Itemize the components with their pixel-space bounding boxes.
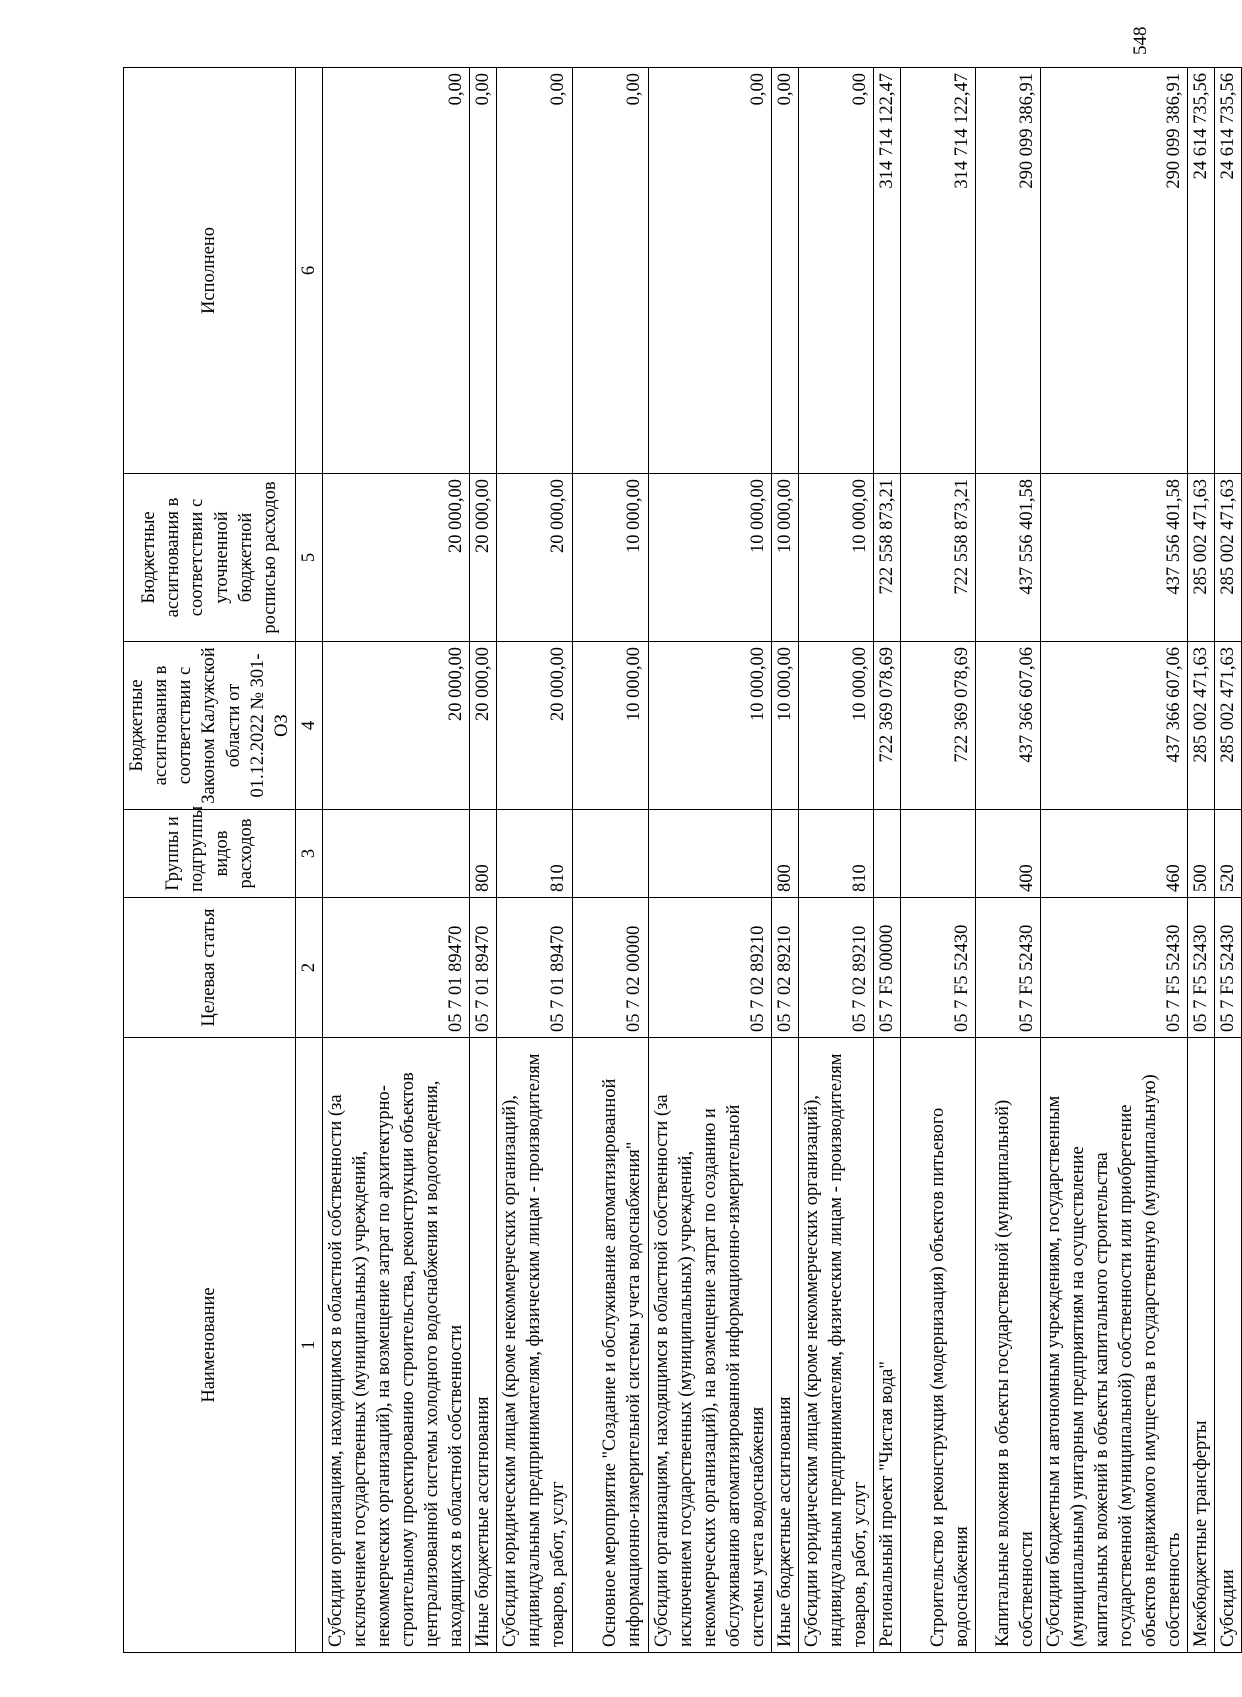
row-target: 05 7 F5 52430 — [900, 898, 975, 1038]
row-budget-amount: 10 000,00 — [798, 474, 873, 642]
col-header-group: Группы и подгруппы видов расходов — [124, 810, 296, 898]
row-budget-amount: 20 000,00 — [323, 474, 470, 642]
row-law-amount: 437 366 607,06 — [975, 642, 1040, 810]
row-group: 500 — [1188, 810, 1215, 898]
row-executed-amount: 0,00 — [323, 68, 470, 474]
row-law-amount: 722 369 078,69 — [873, 642, 900, 810]
row-executed-amount: 0,00 — [648, 68, 771, 474]
row-target: 05 7 01 89470 — [497, 898, 572, 1038]
row-name: Субсидии организациям, находящимся в областной собственности (за исключением государственных (муниципальных) учреждений, некоммерческих организаций), на возмещение затрат по архитектурно-строительному проектированию строительства, реконструкции объектов централизованной системы холодного водоснабжения и водоотведения, находящихся в областной собственности — [323, 1038, 470, 1653]
table-row — [470, 68, 497, 1653]
row-executed-amount: 24 614 735,56 — [1188, 68, 1215, 474]
row-executed-amount: 24 614 735,56 — [1215, 68, 1242, 474]
col-header-law: Бюджетные ассигнования в соответствии с Законом Калужской области от 01.12.2022 № 301-ОЗ — [124, 642, 296, 810]
row-executed-amount: 290 099 386,91 — [975, 68, 1040, 474]
row-name: Иные бюджетные ассигнования — [470, 1038, 497, 1653]
row-target: 05 7 F5 52430 — [1215, 898, 1242, 1038]
table-row — [323, 68, 470, 1653]
row-target: 05 7 02 89210 — [648, 898, 771, 1038]
row-budget-amount: 437 556 401,58 — [975, 474, 1040, 642]
table-row — [497, 68, 572, 1653]
row-group — [900, 810, 975, 898]
row-law-amount: 20 000,00 — [497, 642, 572, 810]
row-law-amount: 285 002 471,63 — [1188, 642, 1215, 810]
row-budget-amount: 10 000,00 — [771, 474, 798, 642]
col-header-budget: Бюджетные ассигнования в соответствии с уточненной бюджетной росписью расходов — [124, 474, 296, 642]
row-name: Субсидии бюджетным и автономным учреждениям, государственным (муниципальным) унитарным предприятиям на осуществление капитальных вложений в объекты капитального строительства государственной (муниципальной) собственности или приобретение объектов недвижимого имущества в государственную (муниципальную) собственность — [1040, 1038, 1187, 1653]
page-number: 548 — [1130, 26, 1151, 55]
row-target: 05 7 F5 52430 — [1040, 898, 1187, 1038]
table-row — [1040, 68, 1187, 1653]
row-law-amount: 722 369 078,69 — [900, 642, 975, 810]
row-target: 05 7 02 89210 — [798, 898, 873, 1038]
row-group: 400 — [975, 810, 1040, 898]
row-budget-amount: 10 000,00 — [648, 474, 771, 642]
row-executed-amount: 0,00 — [798, 68, 873, 474]
row-target: 05 7 01 89470 — [470, 898, 497, 1038]
row-law-amount: 20 000,00 — [470, 642, 497, 810]
table-row — [648, 68, 771, 1653]
row-group — [323, 810, 470, 898]
row-executed-amount: 314 714 122,47 — [900, 68, 975, 474]
row-law-amount: 10 000,00 — [648, 642, 771, 810]
rotated-page — [123, 68, 1239, 1653]
row-target: 05 7 F5 00000 — [873, 898, 900, 1038]
row-law-amount: 10 000,00 — [572, 642, 648, 810]
col-number: 6 — [296, 68, 323, 474]
row-budget-amount: 20 000,00 — [497, 474, 572, 642]
col-header-target: Целевая статья — [124, 898, 296, 1038]
row-name: Региональный проект "Чистая вода" — [873, 1038, 900, 1653]
row-group: 810 — [798, 810, 873, 898]
table-row — [572, 68, 648, 1653]
table-row — [900, 68, 975, 1653]
row-name: Капитальные вложения в объекты государственной (муниципальной) собственности — [975, 1038, 1040, 1653]
row-target: 05 7 F5 52430 — [1188, 898, 1215, 1038]
row-group: 460 — [1040, 810, 1187, 898]
row-name: Субсидии юридическим лицам (кроме некоммерческих организаций), индивидуальным предпринимателям, физическим лицам - производителям товаров, работ, услуг — [798, 1038, 873, 1653]
row-executed-amount: 0,00 — [497, 68, 572, 474]
header-row — [124, 68, 296, 1653]
row-group — [873, 810, 900, 898]
col-number: 1 — [296, 1038, 323, 1653]
row-target: 05 7 01 89470 — [323, 898, 470, 1038]
row-name: Субсидии юридическим лицам (кроме некоммерческих организаций), индивидуальным предпринимателям, физическим лицам - производителям товаров, работ, услуг — [497, 1038, 572, 1653]
col-number: 2 — [296, 898, 323, 1038]
row-target: 05 7 02 00000 — [572, 898, 648, 1038]
table-row — [873, 68, 900, 1653]
table-row — [975, 68, 1040, 1653]
row-budget-amount: 722 558 873,21 — [900, 474, 975, 642]
row-budget-amount: 437 556 401,58 — [1040, 474, 1187, 642]
col-number: 5 — [296, 474, 323, 642]
row-name: Основное мероприятие "Создание и обслуживание автоматизированной информационно-измерительной системы учета водоснабжения" — [572, 1038, 648, 1653]
row-group — [648, 810, 771, 898]
row-law-amount: 20 000,00 — [323, 642, 470, 810]
row-target: 05 7 02 89210 — [771, 898, 798, 1038]
row-budget-amount: 285 002 471,63 — [1215, 474, 1242, 642]
row-executed-amount: 290 099 386,91 — [1040, 68, 1187, 474]
budget-execution-table — [123, 67, 1242, 1653]
row-group: 520 — [1215, 810, 1242, 898]
row-budget-amount: 20 000,00 — [470, 474, 497, 642]
row-law-amount: 10 000,00 — [798, 642, 873, 810]
row-group: 800 — [470, 810, 497, 898]
row-name: Строительство и реконструкция (модернизация) объектов питьевого водоснабжения — [900, 1038, 975, 1653]
col-header-name: Наименование — [124, 1038, 296, 1653]
row-group — [572, 810, 648, 898]
row-law-amount: 437 366 607,06 — [1040, 642, 1187, 810]
row-name: Иные бюджетные ассигнования — [771, 1038, 798, 1653]
row-name: Субсидии организациям, находящимся в областной собственности (за исключением государственных (муниципальных) учреждений, некоммерческих организаций), на возмещение затрат по созданию и обслуживанию автоматизированной информационно-измерительной системы учета водоснабжения — [648, 1038, 771, 1653]
row-executed-amount: 0,00 — [470, 68, 497, 474]
table-row — [1215, 68, 1242, 1653]
col-number: 4 — [296, 642, 323, 810]
table-row — [771, 68, 798, 1653]
row-name: Субсидии — [1215, 1038, 1242, 1653]
row-budget-amount: 10 000,00 — [572, 474, 648, 642]
column-number-row — [296, 68, 323, 1653]
row-budget-amount: 722 558 873,21 — [873, 474, 900, 642]
row-executed-amount: 0,00 — [771, 68, 798, 474]
row-group: 800 — [771, 810, 798, 898]
row-group: 810 — [497, 810, 572, 898]
row-executed-amount: 0,00 — [572, 68, 648, 474]
row-target: 05 7 F5 52430 — [975, 898, 1040, 1038]
row-executed-amount: 314 714 122,47 — [873, 68, 900, 474]
row-law-amount: 285 002 471,63 — [1215, 642, 1242, 810]
row-name: Межбюджетные трансферты — [1188, 1038, 1215, 1653]
col-header-executed: Исполнено — [124, 68, 296, 474]
row-law-amount: 10 000,00 — [771, 642, 798, 810]
table-row — [798, 68, 873, 1653]
col-number: 3 — [296, 810, 323, 898]
table-row — [1188, 68, 1215, 1653]
row-budget-amount: 285 002 471,63 — [1188, 474, 1215, 642]
